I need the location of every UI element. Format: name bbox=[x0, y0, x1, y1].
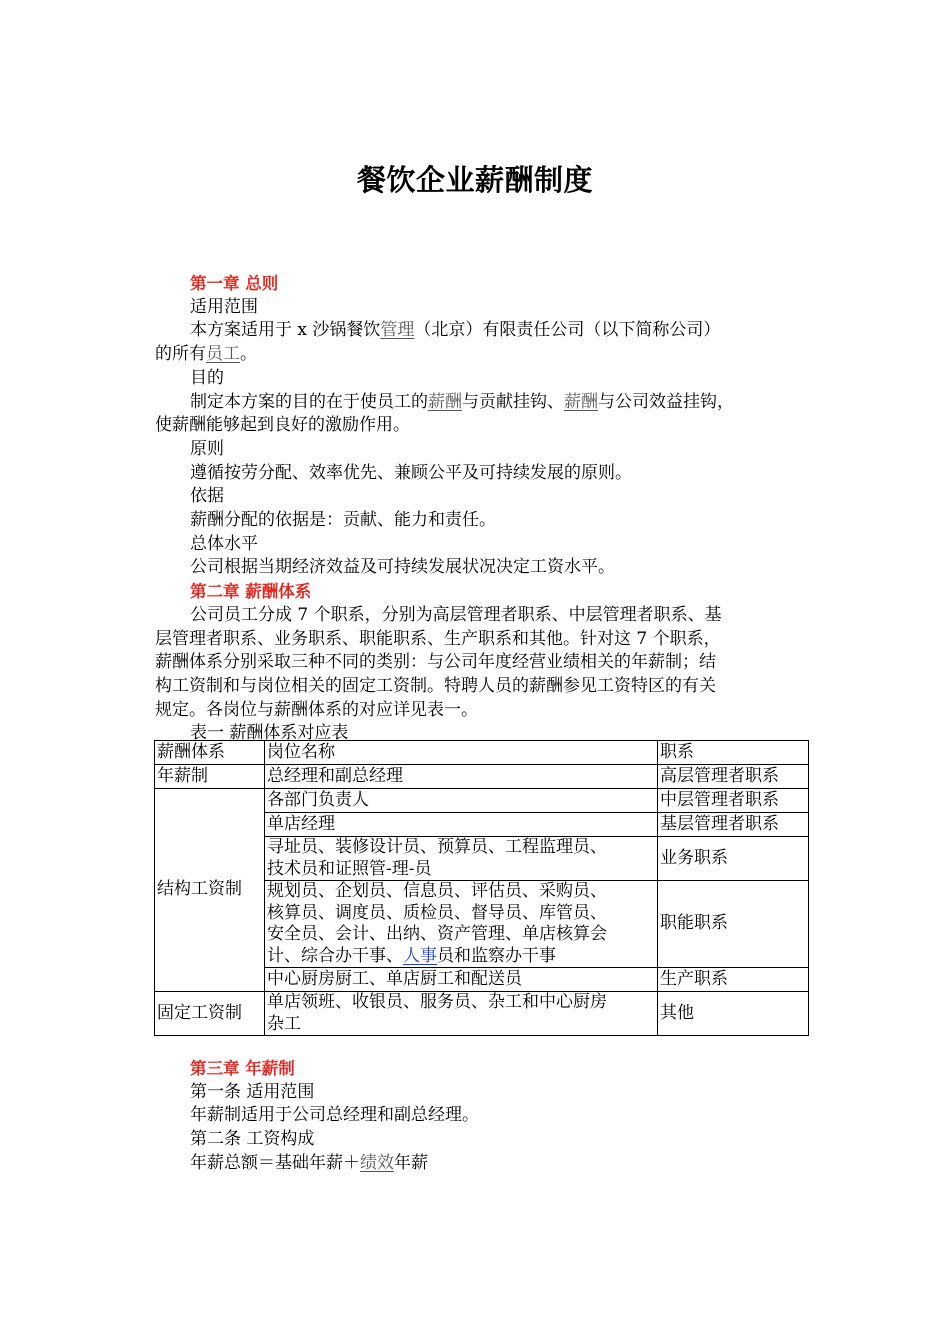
table-cell: 中心厨房厨工、单店厨工和配送员 bbox=[265, 968, 658, 992]
table-row bbox=[155, 765, 809, 789]
table-cell: 其他 bbox=[658, 992, 809, 1036]
section-level-label: 总体水平 bbox=[190, 533, 258, 554]
cell-line bbox=[267, 946, 655, 968]
cell-line: 寻址员、装修设计员、预算员、工程监理员、 bbox=[267, 837, 607, 857]
text-span: 与公司效益挂钩， bbox=[598, 391, 734, 412]
section-scope-text-line1 bbox=[155, 319, 795, 343]
chapter-2-paragraph-line3: 薪酬体系分别采取三种不同的类别：与公司年度经营业绩相关的年薪制；结 bbox=[155, 652, 716, 673]
header-cell: 岗位名称 bbox=[265, 741, 658, 765]
table-cell bbox=[265, 881, 658, 968]
section-principle-label: 原则 bbox=[190, 438, 224, 459]
table-cell-merged: 结构工资制 bbox=[155, 789, 265, 992]
table-cell: 各部门负责人 bbox=[265, 789, 658, 813]
text-span: 计、综合办干事、 bbox=[267, 945, 403, 966]
section-scope-text-line2 bbox=[155, 343, 795, 367]
section-purpose-text-line1 bbox=[155, 391, 795, 415]
cell-line: 单店领班、收银员、服务员、杂工和中心厨房 bbox=[267, 992, 607, 1012]
text-span: （北京）有限责任公司（以下简称公司） bbox=[414, 320, 721, 341]
table-caption: 表一 薪酬体系对应表 bbox=[190, 723, 349, 744]
text-span: 的所有 bbox=[155, 344, 206, 365]
section-basis-label: 依据 bbox=[190, 486, 224, 507]
cell-line: 技术员和证照管-理-员 bbox=[267, 858, 432, 879]
table-cell: 固定工资制 bbox=[155, 992, 265, 1036]
performance-link[interactable]: 绩效 bbox=[360, 1152, 394, 1173]
article-2-label: 第二条 工资构成 bbox=[190, 1129, 315, 1150]
chapter-2-paragraph-line1: 公司员工分成 7 个职系，分别为高层管理者职系、中层管理者职系、基 bbox=[190, 604, 722, 625]
table-cell: 总经理和副总经理 bbox=[265, 765, 658, 789]
section-principle-text: 遵循按劳分配、效率优先、兼顾公平及可持续发展的原则。 bbox=[190, 462, 632, 483]
table-cell: 中层管理者职系 bbox=[658, 789, 809, 813]
section-level-text: 公司根据当期经济效益及可持续发展状况决定工资水平。 bbox=[190, 557, 615, 578]
chapter-3-heading: 第三章 年薪制 bbox=[190, 1059, 295, 1078]
management-link[interactable]: 管理 bbox=[380, 320, 415, 341]
table-header-row bbox=[155, 741, 809, 765]
text-span: 。 bbox=[240, 344, 257, 365]
article-1-label: 第一条 适用范围 bbox=[190, 1081, 315, 1102]
cell-line: 安全员、会计、出纳、资产管理、单店核算会 bbox=[267, 924, 607, 944]
text-span: 本方案适用于 x 沙锅餐饮 bbox=[190, 320, 381, 341]
cell-line: 规划员、企划员、信息员、评估员、采购员、 bbox=[267, 881, 607, 901]
table-cell: 生产职系 bbox=[658, 968, 809, 992]
article-1-text: 年薪制适用于公司总经理和副总经理。 bbox=[190, 1105, 479, 1126]
chapter-2-paragraph-line5: 规定。各岗位与薪酬体系的对应详见表一。 bbox=[155, 699, 478, 720]
table-cell: 基层管理者职系 bbox=[658, 813, 809, 837]
text-span: 年薪 bbox=[394, 1152, 428, 1173]
table-row bbox=[155, 789, 809, 813]
salary-system-table bbox=[154, 740, 809, 1036]
table-cell: 业务职系 bbox=[658, 837, 809, 881]
chapter-2-paragraph-line4: 构工资制和与岗位相关的固定工资制。特聘人员的薪酬参见工资特区的有关 bbox=[155, 675, 716, 696]
section-purpose-text-line2: 使薪酬能够起到良好的激励作用。 bbox=[155, 415, 410, 436]
table-cell: 年薪制 bbox=[155, 765, 265, 789]
table-cell: 高层管理者职系 bbox=[658, 765, 809, 789]
document-body bbox=[155, 272, 795, 746]
table-row bbox=[155, 992, 809, 1036]
page-title: 餐饮企业薪酬制度 bbox=[356, 163, 593, 197]
table-cell: 职能职系 bbox=[658, 881, 809, 968]
text-span: 年薪总额＝基础年薪＋ bbox=[190, 1152, 360, 1173]
chapter-1-heading: 第一章 总则 bbox=[190, 274, 279, 293]
header-cell: 职系 bbox=[658, 741, 809, 765]
text-span: 制定本方案的目的在于使员工的 bbox=[190, 391, 428, 412]
cell-line: 杂工 bbox=[267, 1013, 301, 1034]
section-purpose-label: 目的 bbox=[190, 367, 224, 388]
cell-line: 核算员、调度员、质检员、督导员、库管员、 bbox=[267, 902, 607, 923]
article-2-text bbox=[155, 1152, 795, 1176]
text-span: 员和监察办干事 bbox=[437, 945, 556, 966]
text-span: 与贡献挂钩、 bbox=[462, 391, 564, 412]
hr-link[interactable]: 人事 bbox=[403, 945, 437, 966]
header-cell: 薪酬体系 bbox=[155, 741, 265, 765]
section-scope-label: 适用范围 bbox=[190, 296, 258, 317]
table-cell bbox=[265, 992, 658, 1036]
chapter-2-paragraph-line2: 层管理者职系、业务职系、职能职系、生产职系和其他。针对这 7 个职系， bbox=[155, 628, 721, 649]
table-cell: 单店经理 bbox=[265, 813, 658, 837]
document-body-continued bbox=[155, 1057, 795, 1176]
salary-link[interactable]: 薪酬 bbox=[428, 391, 462, 412]
employee-link[interactable]: 员工 bbox=[206, 344, 240, 365]
salary-link[interactable]: 薪酬 bbox=[564, 391, 598, 412]
section-basis-text: 薪酬分配的依据是：贡献、能力和责任。 bbox=[190, 510, 496, 531]
table-cell bbox=[265, 837, 658, 881]
chapter-2-heading: 第二章 薪酬体系 bbox=[190, 582, 312, 602]
